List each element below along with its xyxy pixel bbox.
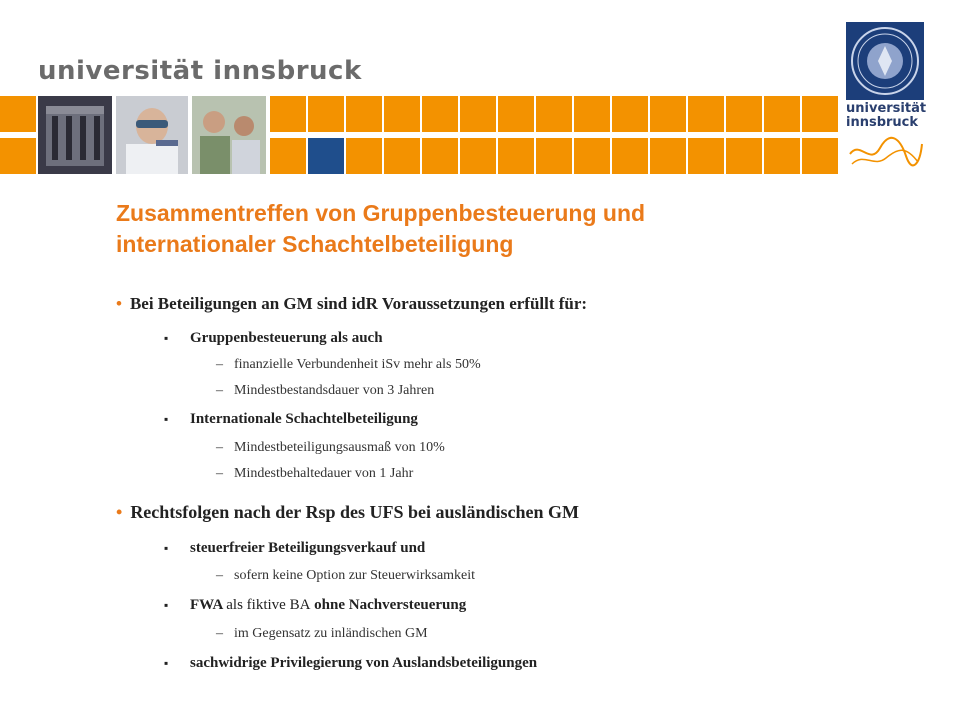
bullet-dot-icon: • (116, 294, 122, 313)
item-2-1-a-text: sofern keine Option zur Steuerwirksamkeit (234, 568, 476, 583)
sub-bullet-2-3-text: sachwidrige Privilegierung von Auslandsbeteiligungen (190, 655, 538, 671)
item-1-1-a-text: finanzielle Verbundenheit iSv mehr als 50% (234, 357, 481, 372)
sub-bullet-2-3 (164, 655, 537, 672)
dash-icon: – (216, 357, 223, 372)
item-2-1-a (216, 568, 475, 584)
sub-bullet-2-2-text-a: FWA (190, 597, 223, 613)
item-2-2-a-text: im Gegensatz zu inländischen GM (234, 626, 428, 641)
logo-text-line1: universität (846, 101, 927, 116)
dash-icon: – (216, 568, 223, 583)
bullet-1 (116, 294, 587, 314)
sub-bullet-1-1-text: Gruppenbesteuerung als auch (190, 330, 383, 346)
item-1-2-b (216, 466, 413, 482)
item-1-1-b-text: Mindestbestandsdauer von 3 Jahren (234, 383, 435, 398)
square-bullet-icon: ▪ (164, 656, 169, 670)
title-line-1: Zusammentreffen von Gruppenbesteuerung und (116, 200, 646, 226)
title-line-2: internationaler Schachtelbeteiligung (116, 231, 514, 257)
item-2-2-a (216, 626, 428, 642)
logo-text-line2: innsbruck (846, 115, 919, 130)
photo-students (192, 96, 266, 174)
sub-bullet-1-2 (164, 411, 418, 428)
dash-icon: – (216, 466, 223, 481)
bullet-1-text: Bei Beteiligungen an GM sind idR Voraussetzungen erfüllt für: (129, 294, 588, 313)
bullet-dot-icon: • (116, 502, 123, 522)
square-bullet-icon: ▪ (164, 412, 169, 426)
sub-bullet-1-2-text: Internationale Schachtelbeteiligung (190, 411, 418, 427)
dash-icon: – (216, 440, 223, 455)
item-1-1-a (216, 357, 481, 373)
sub-bullet-2-1-text: steuerfreier Beteiligungsverkauf und (190, 540, 426, 556)
bullet-2 (116, 502, 579, 523)
sub-bullet-2-2-text-c: ohne Nachversteuerung (314, 597, 467, 613)
bullet-2-text: Rechtsfolgen nach der Rsp des UFS bei ausländischen GM (130, 502, 580, 522)
sub-bullet-2-2-text-b: als fiktive BA (226, 597, 311, 613)
item-1-2-a (216, 440, 445, 456)
sub-bullet-1-1 (164, 330, 383, 347)
seal-icon (846, 22, 924, 100)
item-1-2-a-text: Mindestbeteiligungsausmaß von 10% (234, 440, 445, 455)
sub-bullet-2-2 (164, 597, 466, 614)
square-bullet-icon: ▪ (164, 541, 169, 555)
slide-title (116, 198, 816, 260)
item-1-2-b-text: Mindestbehaltedauer von 1 Jahr (234, 466, 414, 481)
item-1-1-b (216, 383, 434, 399)
brand-wordmark: universität innsbruck (38, 56, 362, 86)
dash-icon: – (216, 626, 223, 641)
photo-lab-researcher (116, 96, 188, 174)
sub-bullet-2-1 (164, 540, 425, 557)
square-bullet-icon: ▪ (164, 598, 169, 612)
square-bullet-icon: ▪ (164, 331, 169, 345)
dash-icon: – (216, 383, 223, 398)
photo-building (38, 96, 112, 174)
